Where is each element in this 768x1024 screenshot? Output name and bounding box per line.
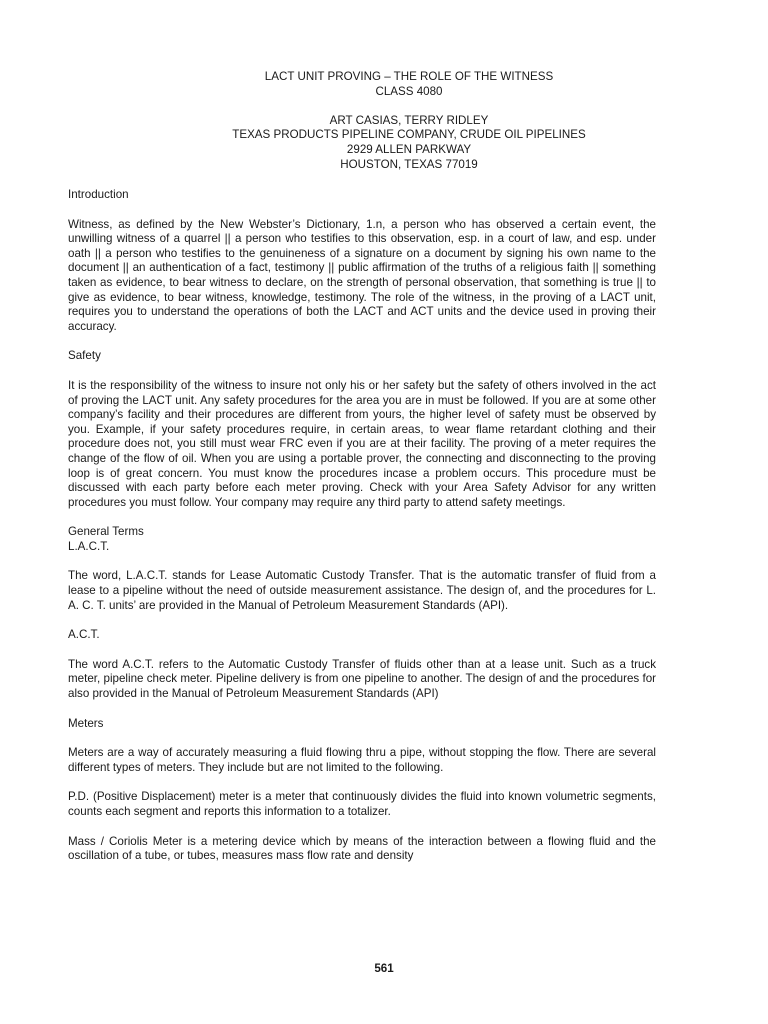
- coriolis-meter-paragraph: Mass / Coriolis Meter is a metering device which by means of the interaction between a flowing fluid and the oscillation of a tube, or tubes, measures mass flow rate and density: [68, 834, 656, 863]
- section-heading-general-terms: General Terms: [68, 525, 144, 539]
- safety-paragraph: It is the responsibility of the witness to insure not only his or her safety but the safety of others involved in the act of proving the LACT unit. Any safety procedures for the area you are in must be followed. If you are at some other company’s facility and their procedures are different from yours, the higher level of safety must be observed by you. Example, if your safety procedures require, in certain areas, to wear flame retardant clothing and their procedure does not, you still must wear FRC even if you are at their facility. The proving of a meter requires the change of the flow of oil. When you are using a portable prover, the connecting and disconnecting to the proving loop is of great concern. You must know the procedures incase a problem occurs. This procedure must be discussed with each party before each meter proving. Check with your Area Safety Advisor for any written procedures you must follow. Your company may require any third party to attend safety meetings.: [68, 378, 656, 509]
- section-heading-act: A.C.T.: [68, 628, 100, 642]
- document-title: LACT UNIT PROVING – THE ROLE OF THE WITNESS: [264, 70, 554, 83]
- subheading-lact: L.A.C.T.: [68, 539, 110, 553]
- document-header: [0, 70, 768, 172]
- introduction-paragraph: Witness, as defined by the New Webster’s Dictionary, 1.n, a person who has observed a certain event, the unwilling witness of a quarrel || a person who testifies to this observation, esp. in a court of law, and esp. under oath || a person who testifies to the genuineness of a signature on a document by signing his own name to the document || an authentication of a fact, testimony || public affirmation of the truths of a religious faith || something taken as evidence, to bear witness to declare, on the strength of personal observation, that something is true || to give as evidence, to bear witness, knowledge, testimony. The role of the witness, in the proving of a LACT unit, requires you to understand the operations of both the LACT and ACT units and the device used in proving their accuracy.: [68, 217, 656, 333]
- act-paragraph: The word A.C.T. refers to the Automatic Custody Transfer of fluids other than at a lease unit. Such as a truck meter, pipeline check meter. Pipeline delivery is from one pipeline to another. The design of and the procedures for also provided in the Manual of Petroleum Measurement Standards (API): [68, 657, 656, 701]
- pd-meter-paragraph: P.D. (Positive Displacement) meter is a meter that continuously divides the fluid into known volumetric segments, counts each segment and reports this information to a totalizer.: [68, 790, 656, 818]
- section-heading-meters: Meters: [68, 716, 104, 730]
- lact-paragraph: The word, L.A.C.T. stands for Lease Automatic Custody Transfer. That is the automatic transfer of fluid from a lease to a pipeline without the need of outside measurement assistance. The design of, and the procedures for L. A. C. T. units’ are provided in the Manual of Petroleum Measurement Standards (API).: [68, 569, 656, 612]
- section-heading-safety: Safety: [68, 349, 101, 363]
- address-line-1: 2929 ALLEN PARKWAY: [346, 142, 472, 156]
- document-body: [68, 188, 656, 864]
- class-number: CLASS 4080: [375, 84, 443, 98]
- section-heading-introduction: Introduction: [68, 188, 129, 201]
- authors: ART CASIAS, TERRY RIDLEY: [329, 113, 489, 127]
- page-number: 561: [374, 962, 394, 975]
- meters-paragraph: Meters are a way of accurately measuring a fluid flowing thru a pipe, without stopping the flow. There are several different types of meters. They include but are not limited to the following.: [68, 746, 656, 774]
- address-line-2: HOUSTON, TEXAS 77019: [340, 157, 478, 171]
- company-name: TEXAS PRODUCTS PIPELINE COMPANY, CRUDE OIL PIPELINES: [232, 128, 586, 142]
